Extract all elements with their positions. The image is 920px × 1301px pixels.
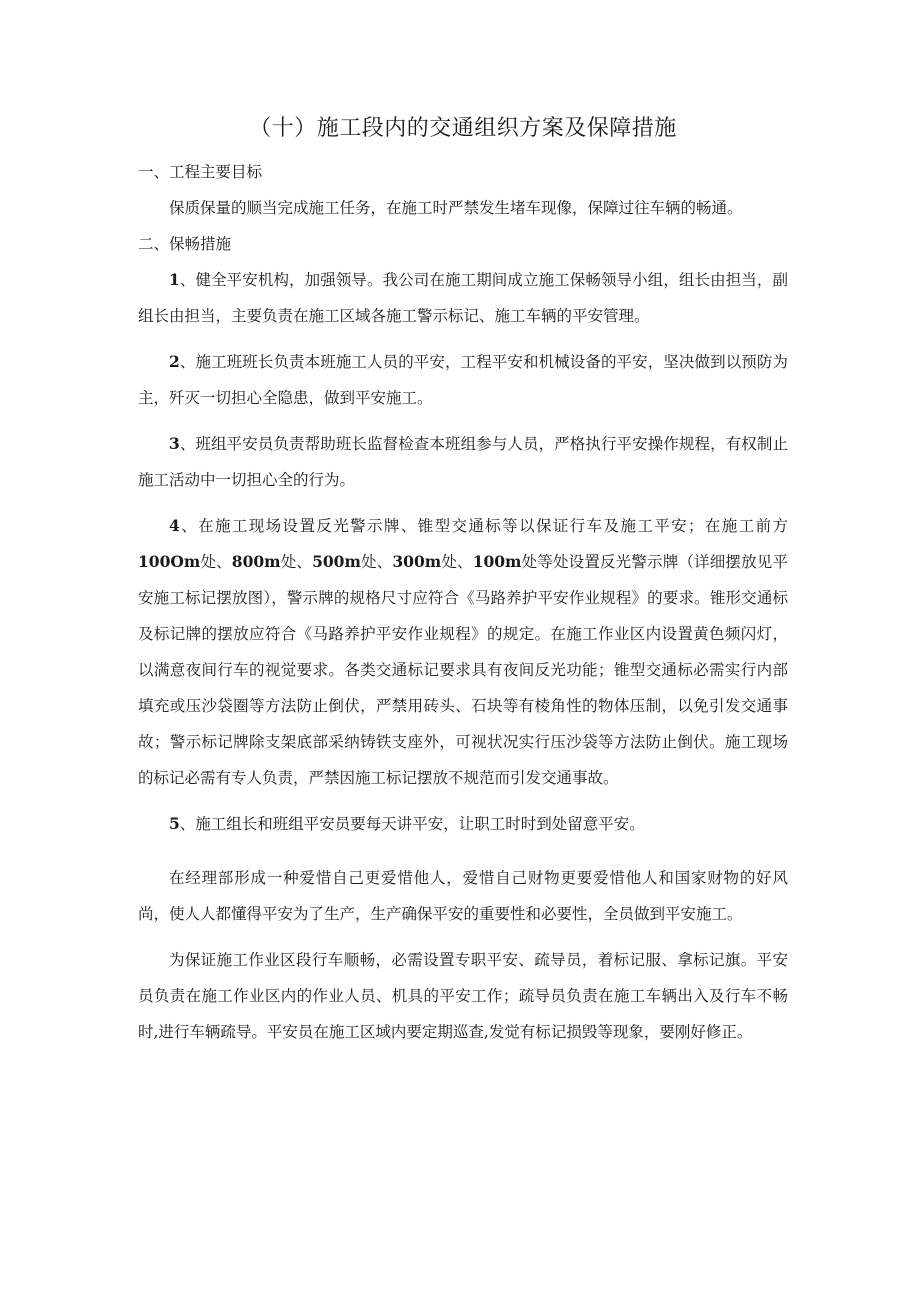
item-text: 处、 [200,553,232,571]
section-heading-goals: 一、工程主要目标 [138,163,263,181]
item-text: 、健全平安机构，加强领导。我公司在施工期间成立施工保畅领导小组，组长由担当，副组长由担当，主要负责在施工区域各施工警示标记、施工车辆的平安管理。 [138,271,788,325]
measure-item-4 [138,508,788,796]
goals-paragraph: 保质保量的顺当完成施工任务，在施工时严禁发生堵车现像，保障过往车辆的畅通。 [169,199,743,217]
closing-paragraph-1: 在经理部形成一种爱惜自己更爱惜他人，爱惜自己财物更要爱惜他人和国家财物的好风尚，使人人都懂得平安为了生产，生产确保平安的重要性和必要性，全员做到平安施工。 [138,869,788,923]
distance-value: 500m [312,552,361,571]
distance-value: 100Om [138,552,201,571]
item-number: 3 [169,434,180,453]
measure-item-3 [138,426,788,498]
distance-value: 800m [231,552,281,571]
item-text: 、班组平安员负责帮助班长监督检查本班组参与人员，严格执行平安操作规程，有权制止施工活动中一切担心全的行为。 [138,435,788,489]
item-number: 5 [169,814,180,833]
item-text: 、施工班班长负责本班施工人员的平安，工程平安和机械设备的平安，坚决做到以预防为主，歼灭一切担心全隐患，做到平安施工。 [138,353,788,407]
section-heading-measures: 二、保畅措施 [138,235,232,253]
measure-item-1 [138,262,788,334]
document-title: （十）施工段内的交通组织方案及保障措施 [249,116,677,141]
item-number: 4 [169,516,180,535]
item-text: 处、 [441,553,473,571]
item-text: 处、 [280,553,313,571]
item-number: 1 [169,270,180,289]
item-text: 、在施工现场设置反光警示牌、锥型交通标等以保证行车及施工平安；在施工前方 [179,517,788,535]
distance-value: 300m [392,552,442,571]
closing-paragraph-2: 为保证施工作业区段行车顺畅，必需设置专职平安、疏导员，着标记服、拿标记旗。平安员负责在施工作业区内的作业人员、机具的平安工作；疏导员负责在施工车辆出入及行车不畅时,进行车辆疏导。平安员在施工区域内要定期巡查,发觉有标记损毁等现象，要刚好修正。 [138,951,788,1041]
item-text: 、施工组长和班组平安员要每天讲平安，让职工时时到处留意平安。 [179,815,645,833]
item-number: 2 [169,352,180,371]
measure-item-5 [138,806,788,842]
item-text: 处、 [360,553,393,571]
item-text: 处等处设置反光警示牌（详细摆放见平安施工标记摆放图），警示牌的规格尺寸应符合《马路养护平安作业规程》的要求。锥形交通标及标记牌的摆放应符合《马路养护平安作业规程》的规定。在施工作业区内设置黄色频闪灯，以满意夜间行车的视觉要求。各类交通标记要求具有夜间反光功能；锥型交通标必需实行内部填充或压沙袋圈等方法防止倒伏，严禁用砖头、石块等有棱角性的物体压制，以免引发交通事故；警示标记牌除支架底部采纳铸铁支座外，可视状况实行压沙袋等方法防止倒伏。施工现场的标记必需有专人负责，严禁因施工标记摆放不规范而引发交通事故。 [138,553,788,787]
measure-item-2 [138,344,788,416]
document-page [138,112,788,1050]
distance-value: 100m [472,552,522,571]
